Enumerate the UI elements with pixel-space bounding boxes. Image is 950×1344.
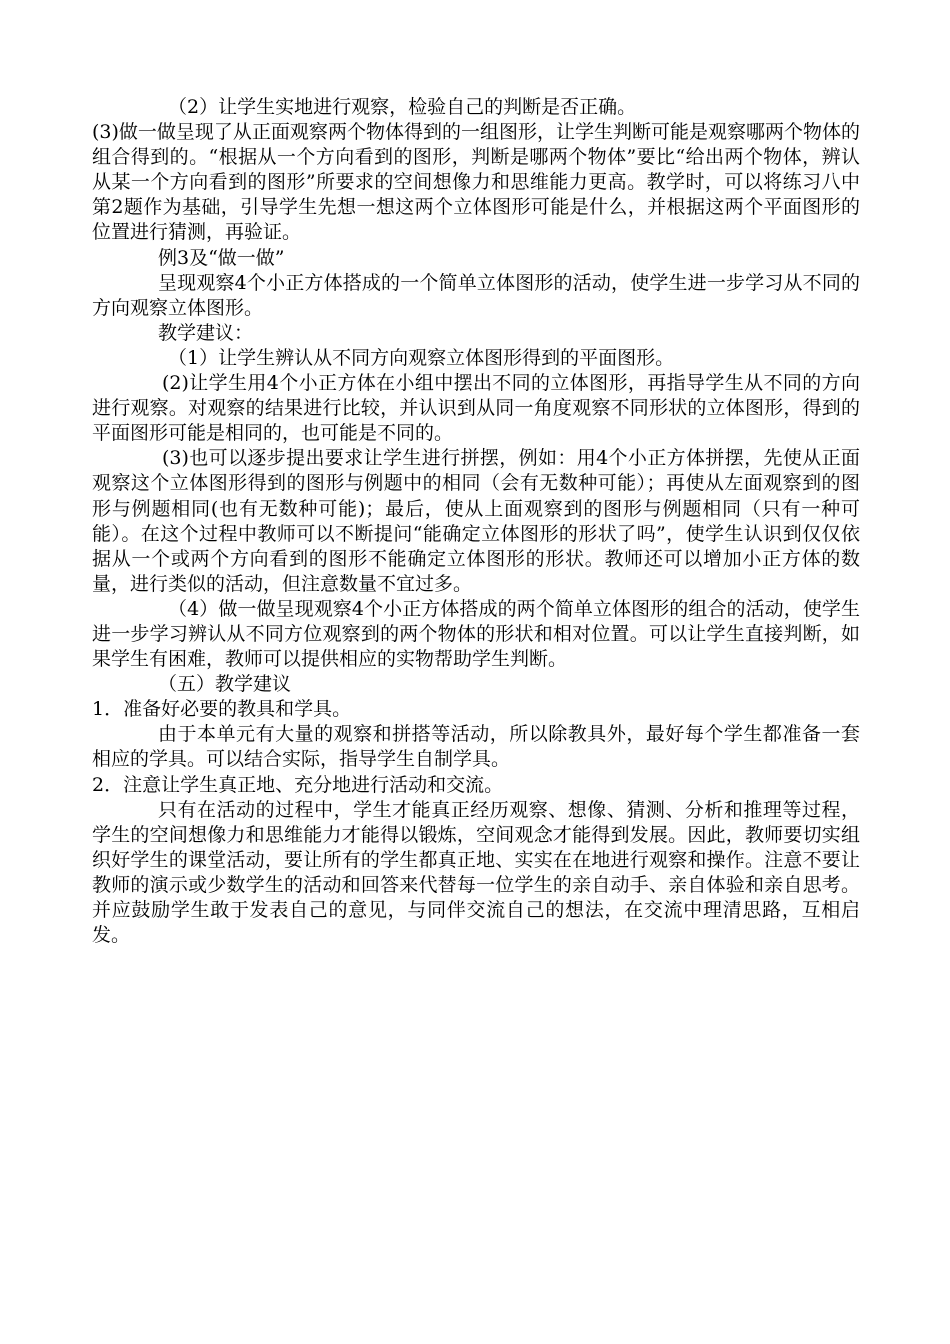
document-body bbox=[92, 95, 860, 948]
paragraph-suggestion-4: （4）做一做呈现观察4个小正方体搭成的两个简单立体图形的组合的活动，使学生进一步学习辨认从不同方位观察到的两个物体的形状和相对位置。可以让学生直接判断，如果学生有困难，教师可以提供相应的实物帮助学生判断。 bbox=[92, 597, 860, 671]
paragraph-suggestion-3: (3)也可以逐步提出要求让学生进行拼摆，例如：用4个小正方体拼摆，先使从正面观察这个立体图形得到的图形与例题中的相同（会有无数种可能）；再使从左面观察到的图形与例题相同(也有无数种可能)；最后，使从上面观察到的图形与例题相同（只有一种可能）。在这个过程中教师可以不断提问“能确定立体图形的形状了吗”，使学生认识到仅仅依据从一个或两个方向看到的图形不能确定立体图形的形状。教师还可以增加小正方体的数量，进行类似的活动，但注意数量不宜过多。 bbox=[92, 447, 860, 595]
paragraph-suggestion-1: （1）让学生辨认从不同方向观察立体图形得到的平面图形。 bbox=[168, 346, 675, 369]
list-heading-1: 1．准备好必要的教具和学具。 bbox=[92, 698, 352, 721]
section-heading-teaching-suggestions: （五）教学建议 bbox=[158, 673, 292, 696]
paragraph-example-3-intro: 呈现观察4个小正方体搭成的一个简单立体图形的活动，使学生进一步学习从不同的方向观察立体图形。 bbox=[92, 271, 860, 319]
paragraph-example-3-heading: 例3及“做一做” bbox=[158, 246, 285, 269]
paragraph-teaching-aids: 由于本单元有大量的观察和拼搭等活动，所以除教具外，最好每个学生都准备一套相应的学具。可以结合实际，指导学生自制学具。 bbox=[92, 723, 860, 771]
paragraph-teaching-suggestions-label: 教学建议： bbox=[158, 321, 254, 344]
paragraph-try-it-3: (3)做一做呈现了从正面观察两个物体得到的一组图形，让学生判断可能是观察哪两个物体的组合得到的。“根据从一个方向看到的图形，判断是哪两个物体”要比“给出两个物体，辨认从某一个方向看到的图形”所要求的空间想像力和思维能力更高。教学时，可以将练习八中第2题作为基础，引导学生先想一想这两个立体图形可能是什么，并根据这两个平面图形的位置进行猜测，再验证。 bbox=[92, 121, 860, 244]
paragraph-activities-exchange: 只有在活动的过程中，学生才能真正经历观察、想像、猜测、分析和推理等过程，学生的空间想像力和思维能力才能得以锻炼，空间观念才能得到发展。因此，教师要切实组织好学生的课堂活动，要让所有的学生都真正地、实实在在地进行观察和操作。注意不要让教师的演示或少数学生的活动和回答来代替每一位学生的亲自动手、亲自体验和亲自思考。并应鼓励学生敢于发表自己的意见，与同伴交流自己的想法，在交流中理清思路，互相启发。 bbox=[92, 798, 860, 947]
list-heading-2: 2．注意让学生真正地、充分地进行活动和交流。 bbox=[92, 773, 504, 796]
paragraph-observe-check: （2）让学生实地进行观察，检验自己的判断是否正确。 bbox=[168, 96, 637, 118]
paragraph-suggestion-2: (2)让学生用4个小正方体在小组中摆出不同的立体图形，再指导学生从不同的方向进行观察。对观察的结果进行比较，并认识到从同一角度观察不同形状的立体图形，得到的平面图形可能是相同的，也可能是不同的。 bbox=[92, 372, 860, 445]
